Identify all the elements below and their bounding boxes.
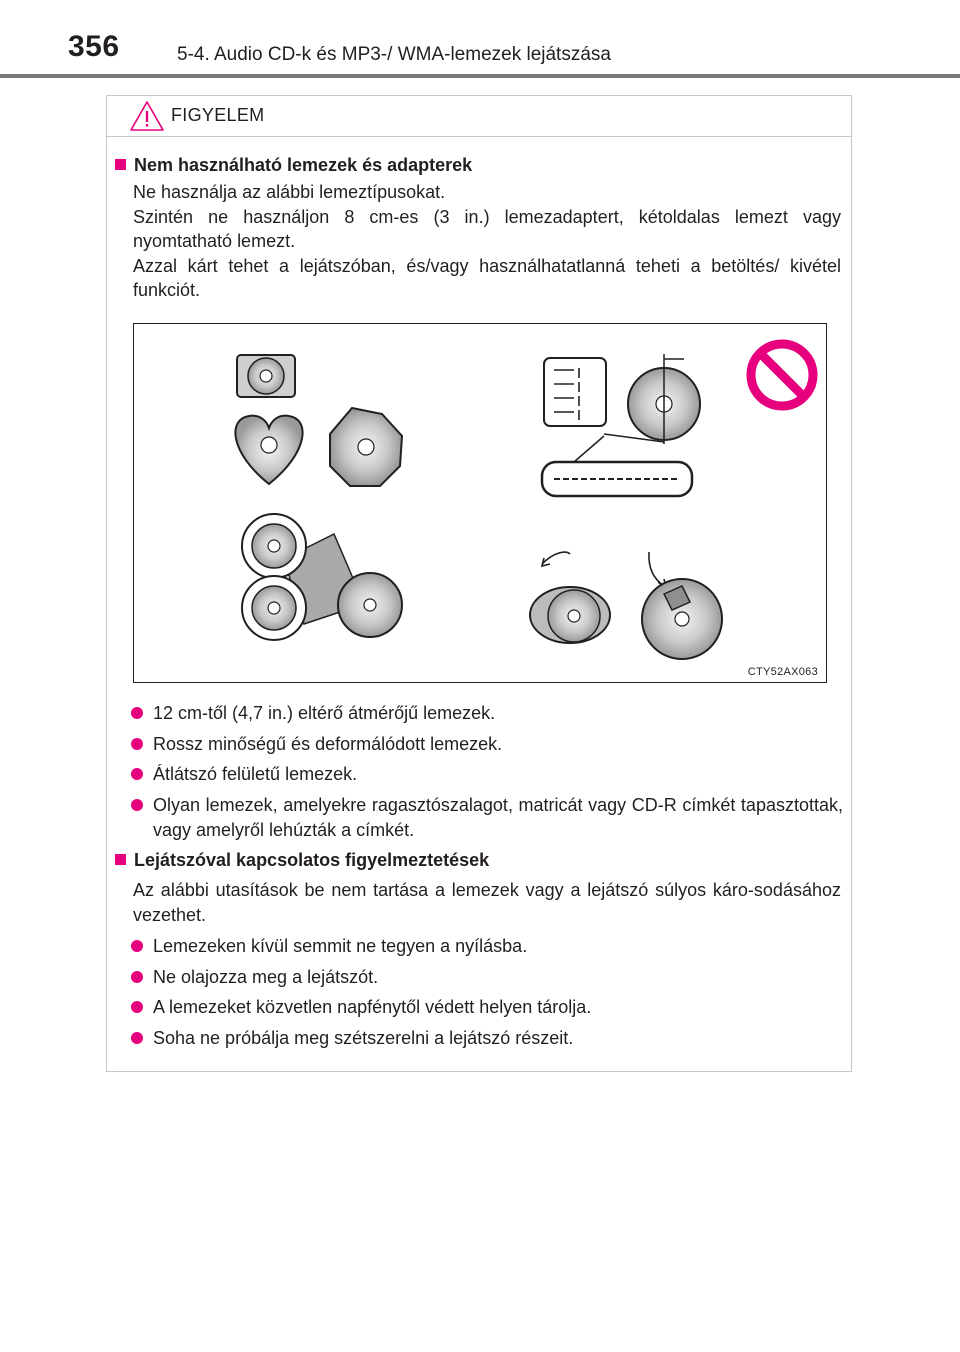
section-title: 5-4. Audio CD-k és MP3-/ WMA-lemezek lejátszása	[177, 44, 611, 65]
square-bullet-icon	[115, 159, 126, 170]
paragraph-line: Ne használja az alábbi lemeztípusokat.	[133, 182, 446, 202]
bullet-item: Rossz minőségű és deformálódott lemezek.	[127, 732, 843, 757]
transparent-disc-icon	[242, 514, 402, 640]
bullet-item: Soha ne próbálja meg szétszerelni a lejátszó részeit.	[127, 1026, 843, 1051]
page-header	[0, 0, 960, 80]
prohibition-icon	[751, 344, 813, 406]
warning-header	[107, 96, 851, 137]
discs-drawing	[134, 324, 826, 682]
bullet-item: 12 cm-től (4,7 in.) eltérő átmérőjű lemezek.	[127, 701, 843, 726]
bullet-dot-icon	[131, 799, 143, 811]
page-number: 356	[68, 30, 120, 63]
section2-heading: Lejátszóval kapcsolatos figyelmeztetések	[115, 848, 489, 872]
paragraph-line: Azzal kárt tehet a lejátszóban, és/vagy használhatatlanná teheti a betöltés/ kivétel funkciót.	[133, 255, 841, 300]
figure-code: CTY52AX063	[747, 666, 818, 678]
bullet-item: A lemezeket közvetlen napfénytől védett helyen tárolja.	[127, 995, 843, 1020]
disc-player-icon	[542, 354, 700, 496]
label-disc-icon	[530, 552, 722, 659]
warning-triangle-icon	[129, 100, 165, 132]
bullet-dot-icon	[131, 768, 143, 780]
bullet-dot-icon	[131, 738, 143, 750]
bullet-dot-icon	[131, 1001, 143, 1013]
warning-box	[106, 95, 852, 1072]
bullet-dot-icon	[131, 707, 143, 719]
warning-title: FIGYELEM	[171, 105, 265, 125]
square-bullet-icon	[115, 854, 126, 865]
bullet-item: Lemezeken kívül semmit ne tegyen a nyílásba.	[127, 934, 843, 959]
bullet-dot-icon	[131, 940, 143, 952]
section1-paragraph	[133, 180, 841, 303]
octagon-disc-icon	[330, 408, 402, 486]
bullet-dot-icon	[131, 1032, 143, 1044]
header-divider	[0, 74, 960, 78]
bullet-item: Olyan lemezek, amelyekre ragasztószalagot, matricát vagy CD-R címkét tapasztottak, vagy amelyről lehúzták a címkét.	[127, 793, 843, 842]
square-disc-icon	[237, 355, 295, 397]
bullet-item: Átlátszó felületű lemezek.	[127, 762, 843, 787]
heart-disc-icon	[235, 416, 302, 484]
section2-paragraph: Az alábbi utasítások be nem tartása a lemezek vagy a lejátszó súlyos káro-sodásához vezethet.	[133, 880, 841, 925]
section1-heading: Nem használható lemezek és adapterek	[115, 153, 472, 177]
bullet-item: Ne olajozza meg a lejátszót.	[127, 965, 843, 990]
bullet-dot-icon	[131, 971, 143, 983]
unusable-discs-illustration	[133, 323, 827, 683]
paragraph-line: Szintén ne használjon 8 cm-es (3 in.) lemezadaptert, kétoldalas lemezt vagy nyomtatható lemezt.	[133, 206, 841, 251]
